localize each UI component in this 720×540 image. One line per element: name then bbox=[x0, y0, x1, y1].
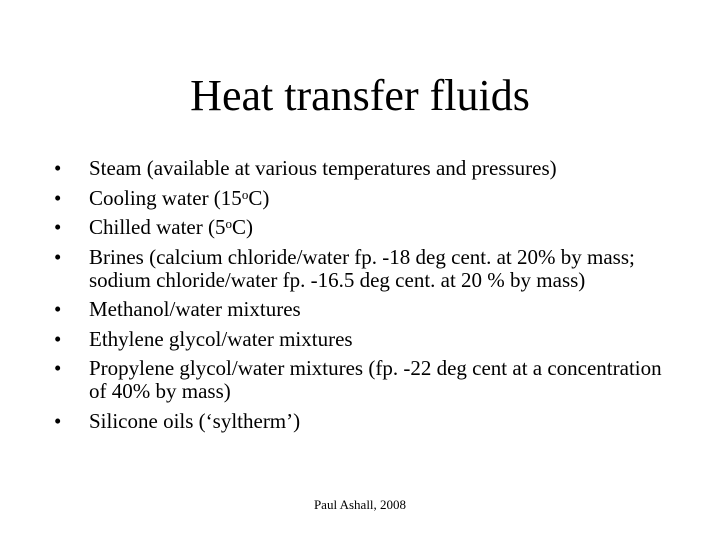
bullet-list bbox=[54, 157, 674, 439]
bullet-text-main: Brines (calcium chloride/water fp. -18 deg cent. at 20% by mass; sodium chloride/water fp. -16.5 deg cent. at 20 % by mass) bbox=[89, 244, 635, 292]
bullet-text-main: Steam (available at various temperatures and pressures) bbox=[89, 156, 557, 180]
bullet-dot-icon: • bbox=[54, 326, 62, 351]
degree-superscript: o bbox=[225, 216, 232, 231]
slide-title: Heat transfer fluids bbox=[190, 71, 530, 120]
bullet-item bbox=[54, 216, 674, 239]
bullet-text bbox=[89, 356, 662, 403]
bullet-text bbox=[89, 186, 269, 210]
bullet-item bbox=[54, 246, 674, 292]
bullet-text bbox=[89, 297, 301, 321]
bullet-dot-icon: • bbox=[54, 185, 62, 210]
bullet-item bbox=[54, 410, 674, 433]
bullet-item bbox=[54, 298, 674, 321]
bullet-item bbox=[54, 357, 674, 403]
slide-footer: Paul Ashall, 2008 bbox=[313, 497, 407, 512]
bullet-item bbox=[54, 187, 674, 210]
bullet-item bbox=[54, 157, 674, 180]
bullet-text bbox=[89, 215, 253, 239]
bullet-text-main: Cooling water (15 bbox=[89, 185, 242, 210]
bullet-text bbox=[89, 156, 557, 180]
bullet-text-main: Chilled water (5 bbox=[89, 215, 226, 239]
bullet-text-main: Propylene glycol/water mixtures (fp. -22 deg cent at a concentration of 40% by mass) bbox=[89, 356, 662, 403]
bullet-text bbox=[89, 327, 353, 351]
bullet-dot-icon: • bbox=[54, 215, 62, 239]
bullet-dot-icon: • bbox=[54, 297, 62, 321]
bullet-dot-icon: • bbox=[54, 156, 62, 180]
bullet-text bbox=[89, 245, 635, 292]
bullet-text-main: Ethylene glycol/water mixtures bbox=[89, 326, 353, 351]
bullet-dot-icon: • bbox=[54, 408, 62, 433]
bullet-dot-icon: • bbox=[54, 244, 62, 269]
degree-superscript: o bbox=[241, 186, 249, 202]
bullet-item bbox=[54, 328, 674, 351]
bullet-dot-icon: • bbox=[54, 356, 62, 380]
bullet-text bbox=[89, 409, 300, 433]
bullet-text-main: Methanol/water mixtures bbox=[89, 297, 301, 321]
bullet-text-tail: C) bbox=[231, 215, 253, 239]
bullet-text-main: Silicone oils (‘syltherm’) bbox=[89, 408, 301, 433]
bullet-text-tail: C) bbox=[248, 185, 270, 210]
